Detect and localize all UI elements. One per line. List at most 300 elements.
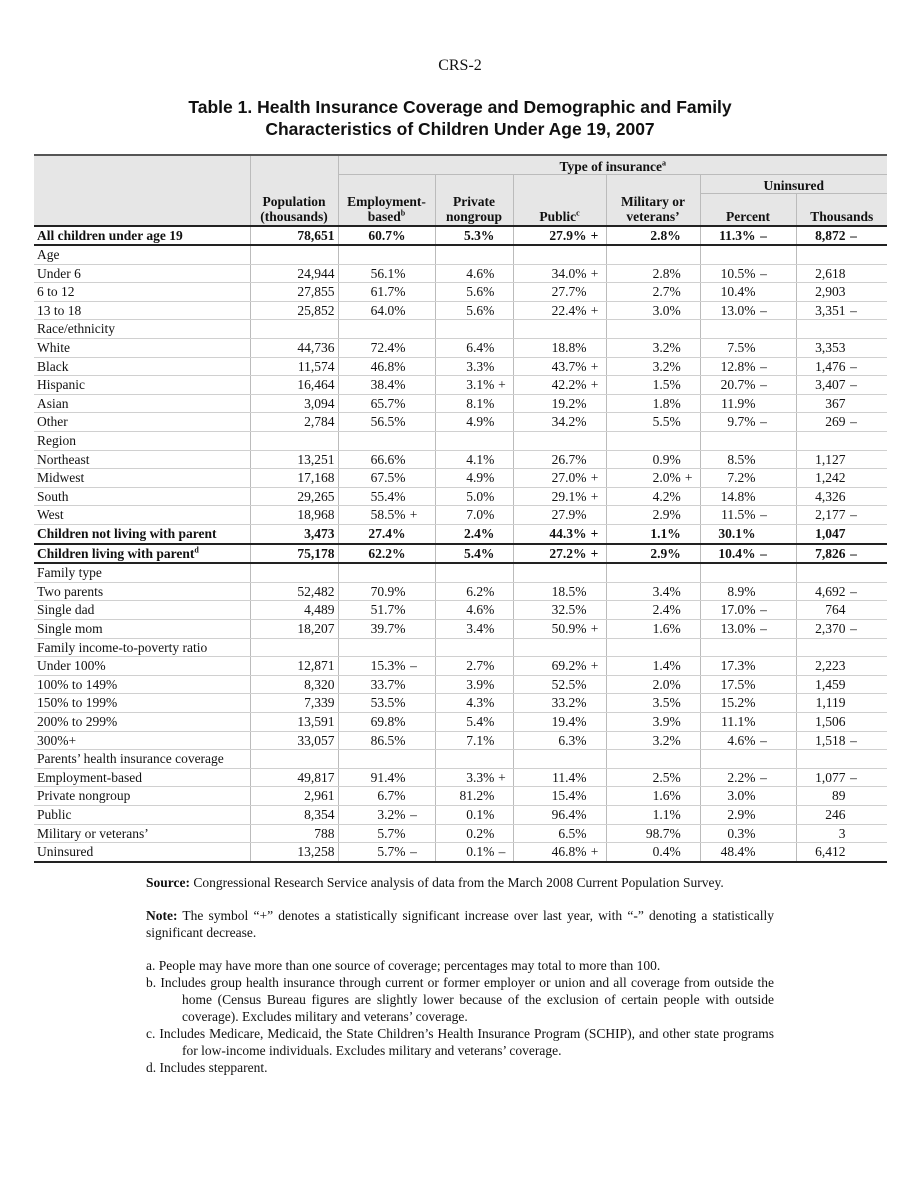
cell-th [796, 245, 887, 264]
value: 10.4% [720, 284, 756, 300]
value: 1,119 [815, 695, 846, 711]
significance-marker: + [590, 358, 599, 374]
significance-marker [846, 787, 862, 805]
table-body [34, 226, 887, 862]
cell-pct [700, 450, 796, 469]
cell-pub [513, 712, 606, 731]
value: 69.2% [551, 658, 587, 674]
value: 0.1% [466, 844, 495, 860]
value: 7.5% [727, 340, 756, 356]
value: 3.0% [727, 788, 756, 804]
row-label: Public [34, 805, 250, 824]
cell-pct [700, 582, 796, 601]
value: 2.7% [652, 284, 681, 300]
cell-emp [338, 394, 435, 413]
cell-th [796, 357, 887, 376]
cell-th [796, 750, 887, 769]
row-label: 200% to 299% [34, 712, 250, 731]
cell-priv [435, 525, 513, 544]
cell-emp [338, 694, 435, 713]
value: 13.0% [720, 620, 756, 636]
significance-marker [681, 302, 697, 320]
value: 2.8% [652, 265, 681, 281]
significance-marker [587, 583, 603, 601]
value: 6,412 [815, 844, 846, 860]
value: 2.5% [652, 769, 681, 785]
cell-pop [250, 432, 338, 451]
value: 18.8% [551, 340, 587, 356]
significance-marker: – [850, 769, 857, 785]
cell-pub [513, 638, 606, 657]
value: 11.9% [721, 395, 756, 411]
significance-marker [406, 676, 422, 694]
value: 15.3% [370, 658, 406, 674]
value: 2,177 [815, 507, 846, 523]
cell-pop: 13,251 [250, 450, 338, 469]
significance-marker [587, 787, 603, 805]
significance-marker [681, 583, 697, 601]
cell-emp [338, 264, 435, 283]
cell-mil [606, 563, 700, 582]
significance-marker [756, 694, 772, 712]
cell-pop: 78,651 [250, 226, 338, 246]
table-title [0, 96, 920, 140]
cell-priv [435, 376, 513, 395]
cell-th [796, 712, 887, 731]
table-row [34, 413, 887, 432]
cell-pub [513, 544, 606, 564]
significance-marker: – [498, 844, 506, 860]
cell-priv [435, 601, 513, 620]
row-label: Under 6 [34, 264, 250, 283]
header-uninsured: Uninsured [700, 175, 887, 194]
significance-marker: + [409, 507, 418, 523]
value: 2.0% [652, 676, 681, 692]
significance-marker [494, 620, 509, 638]
value: 34.2% [551, 414, 587, 430]
page-header: CRS-2 [438, 57, 482, 74]
value: 2,618 [815, 265, 846, 281]
row-label: Family income-to-poverty ratio [34, 638, 250, 657]
cell-priv [435, 563, 513, 582]
significance-marker [846, 676, 862, 694]
section-row [34, 432, 887, 451]
value: 7.0% [466, 507, 495, 523]
cell-pub [513, 413, 606, 432]
value: 4.3% [466, 695, 495, 711]
significance-marker: + [590, 620, 599, 636]
significance-marker [846, 525, 862, 543]
value: 11.1% [721, 713, 756, 729]
value: 32.5% [551, 602, 587, 618]
significance-marker: – [850, 583, 857, 599]
cell-mil [606, 469, 700, 488]
cell-th [796, 768, 887, 787]
cell-pub [513, 768, 606, 787]
significance-marker [846, 601, 862, 619]
significance-marker [406, 413, 422, 431]
cell-th [796, 320, 887, 339]
significance-marker [494, 713, 509, 731]
cell-th [796, 301, 887, 320]
cell-emp [338, 339, 435, 358]
value: 33.2% [551, 695, 587, 711]
value: 70.9% [370, 583, 406, 599]
significance-marker: + [498, 769, 506, 785]
value: 42.2% [551, 377, 587, 393]
cell-pct [700, 525, 796, 544]
significance-marker [846, 806, 862, 824]
significance-marker [756, 583, 772, 601]
cell-th [796, 487, 887, 506]
significance-marker: – [760, 265, 767, 281]
value: 1,476 [815, 358, 846, 374]
cell-mil [606, 450, 700, 469]
value: 3,353 [815, 340, 846, 356]
cell-emp [338, 768, 435, 787]
significance-marker [406, 451, 422, 469]
row-label: 13 to 18 [34, 301, 250, 320]
significance-marker [681, 451, 697, 469]
row-label: Single mom [34, 619, 250, 638]
table-row [34, 805, 887, 824]
significance-marker [406, 713, 422, 731]
cell-pub [513, 226, 606, 246]
significance-marker [494, 395, 509, 413]
value: 246 [825, 806, 846, 822]
value: 3.2% [652, 340, 681, 356]
significance-marker: – [760, 732, 767, 748]
cell-priv [435, 787, 513, 806]
value: 19.4% [551, 713, 587, 729]
significance-marker [406, 469, 422, 487]
value: 4,326 [815, 488, 846, 504]
cell-pct [700, 731, 796, 750]
row-label: White [34, 339, 250, 358]
row-label: Family type [34, 563, 250, 582]
value: 39.7% [370, 620, 406, 636]
significance-marker [406, 302, 422, 320]
cell-pop: 44,736 [250, 339, 338, 358]
cell-pub [513, 301, 606, 320]
significance-marker: – [850, 302, 857, 318]
value: 5.5% [652, 414, 681, 430]
significance-marker [681, 843, 697, 861]
significance-marker [587, 806, 603, 824]
significance-marker [587, 769, 603, 787]
significance-marker [406, 545, 422, 563]
value: 2,903 [815, 284, 846, 300]
cell-pop: 8,320 [250, 675, 338, 694]
cell-priv [435, 339, 513, 358]
significance-marker: – [410, 844, 417, 860]
row-label: 100% to 149% [34, 675, 250, 694]
value: 5.6% [466, 302, 495, 318]
value: 53.5% [370, 695, 406, 711]
cell-emp [338, 357, 435, 376]
value: 51.7% [370, 602, 406, 618]
value: 14.8% [720, 488, 756, 504]
notes [146, 874, 774, 1076]
cell-mil [606, 768, 700, 787]
significance-marker [494, 694, 509, 712]
value: 4.2% [652, 488, 681, 504]
value: 1.8% [652, 395, 681, 411]
row-label: Employment-based [34, 768, 250, 787]
table-row [34, 469, 887, 488]
cell-mil [606, 525, 700, 544]
value: 44.3% [549, 526, 587, 541]
value: 0.3% [727, 825, 756, 841]
cell-pub [513, 450, 606, 469]
cell-pop: 3,094 [250, 394, 338, 413]
cell-priv [435, 675, 513, 694]
cell-priv [435, 657, 513, 676]
significance-marker [587, 506, 603, 524]
cell-pct [700, 843, 796, 862]
row-label: Under 100% [34, 657, 250, 676]
cell-th [796, 824, 887, 843]
value: 269 [825, 414, 846, 430]
value: 1,518 [815, 732, 846, 748]
significance-marker [681, 488, 697, 506]
value: 52.5% [551, 676, 587, 692]
value: 61.7% [370, 284, 406, 300]
cell-th [796, 376, 887, 395]
cell-mil [606, 675, 700, 694]
header-blank [34, 155, 250, 175]
significance-marker [494, 413, 509, 431]
value: 10.4% [718, 545, 756, 561]
cell-emp [338, 487, 435, 506]
value: 4,692 [815, 583, 846, 599]
cell-pct [700, 694, 796, 713]
significance-marker [587, 676, 603, 694]
footnote-b: b. Includes group health insurance through current or former employer or union and all coverage from outside the home (Census Bureau figures are slightly lower because of the exclusion of certain people with outside coverage). Excludes military and veterans’ coverage. [146, 975, 774, 1024]
table-row [34, 582, 887, 601]
significance-marker: – [760, 227, 767, 243]
value: 5.4% [466, 713, 495, 729]
cell-th [796, 638, 887, 657]
cell-pop: 29,265 [250, 487, 338, 506]
cell-pop: 16,464 [250, 376, 338, 395]
cell-emp [338, 712, 435, 731]
cell-priv [435, 750, 513, 769]
significance-marker [756, 451, 772, 469]
significance-marker [494, 676, 509, 694]
significance-marker [587, 694, 603, 712]
cell-emp [338, 619, 435, 638]
value: 3.2% [377, 806, 406, 822]
value: 1,127 [815, 451, 846, 467]
significance-marker [587, 451, 603, 469]
cell-mil [606, 432, 700, 451]
cell-pop: 2,784 [250, 413, 338, 432]
significance-marker: – [760, 507, 767, 523]
value: 0.1% [466, 806, 495, 822]
significance-marker [681, 676, 697, 694]
cell-th [796, 432, 887, 451]
cell-pub [513, 731, 606, 750]
value: 3.5% [652, 695, 681, 711]
value: 98.7% [645, 825, 681, 841]
symbol-note: Note: The symbol “+” denotes a statistically significant increase over last year, with “-” denoting a statistically significant decrease. [146, 908, 775, 940]
cell-pub [513, 357, 606, 376]
significance-marker [681, 227, 697, 245]
significance-marker: + [590, 844, 599, 860]
cell-pct [700, 320, 796, 339]
table-row [34, 768, 887, 787]
significance-marker [587, 601, 603, 619]
cell-mil [606, 487, 700, 506]
value: 7.1% [466, 732, 495, 748]
cell-pct [700, 301, 796, 320]
value: 18.5% [551, 583, 587, 599]
cell-th [796, 450, 887, 469]
significance-marker [587, 395, 603, 413]
significance-marker: – [850, 545, 857, 561]
significance-marker [756, 339, 772, 357]
cell-pct [700, 357, 796, 376]
cell-mil [606, 843, 700, 862]
cell-pop: 12,871 [250, 657, 338, 676]
value: 29.1% [551, 488, 587, 504]
cell-pop [250, 638, 338, 657]
value: 6.2% [466, 583, 495, 599]
cell-mil [606, 787, 700, 806]
significance-marker [406, 620, 422, 638]
cell-th [796, 563, 887, 582]
cell-pub [513, 525, 606, 544]
significance-marker: + [590, 545, 599, 561]
value: 7.2% [727, 470, 756, 486]
cell-pub [513, 619, 606, 638]
significance-marker [756, 283, 772, 301]
cell-pop: 7,339 [250, 694, 338, 713]
cell-pub [513, 657, 606, 676]
significance-marker [406, 525, 422, 543]
significance-marker: + [590, 377, 599, 393]
cell-pct [700, 712, 796, 731]
significance-marker [846, 488, 862, 506]
cell-priv [435, 544, 513, 564]
insurance-table [34, 154, 887, 863]
row-label: Hispanic [34, 376, 250, 395]
cell-emp [338, 675, 435, 694]
cell-pop: 13,258 [250, 843, 338, 862]
value: 11.3% [719, 227, 756, 243]
row-label: Race/ethnicity [34, 320, 250, 339]
significance-marker [587, 283, 603, 301]
cell-pub [513, 394, 606, 413]
significance-marker [494, 525, 509, 543]
value: 3.3% [466, 358, 495, 374]
significance-marker [681, 713, 697, 731]
table-row [34, 712, 887, 731]
row-label: Region [34, 432, 250, 451]
value: 19.2% [551, 395, 587, 411]
cell-mil [606, 339, 700, 358]
cell-pop: 788 [250, 824, 338, 843]
significance-marker: – [760, 769, 767, 785]
table-row [34, 357, 887, 376]
cell-pct [700, 544, 796, 564]
table-row [34, 283, 887, 302]
table-row [34, 787, 887, 806]
header-private: Private nongroup [435, 194, 513, 226]
cell-emp [338, 582, 435, 601]
value: 1,506 [815, 713, 846, 729]
value: 27.4% [368, 526, 406, 541]
cell-pct [700, 264, 796, 283]
cell-emp [338, 750, 435, 769]
value: 3.0% [652, 302, 681, 318]
value: 4.9% [466, 470, 495, 486]
significance-marker: – [760, 620, 767, 636]
cell-pop: 2,961 [250, 787, 338, 806]
value: 2.9% [727, 806, 756, 822]
significance-marker [756, 469, 772, 487]
significance-marker [494, 227, 509, 245]
significance-marker: + [590, 470, 599, 486]
value: 4.6% [466, 265, 495, 281]
significance-marker [494, 451, 509, 469]
cell-th [796, 544, 887, 564]
value: 1,242 [815, 470, 846, 486]
row-label: Two parents [34, 582, 250, 601]
row-label: South [34, 487, 250, 506]
value: 1.4% [652, 658, 681, 674]
cell-emp [338, 638, 435, 657]
value: 46.8% [370, 358, 406, 374]
cell-emp [338, 731, 435, 750]
cell-pop: 18,968 [250, 506, 338, 525]
significance-marker [756, 657, 772, 675]
cell-mil [606, 264, 700, 283]
significance-marker [756, 488, 772, 506]
cell-priv [435, 487, 513, 506]
cell-pop: 33,057 [250, 731, 338, 750]
significance-marker [494, 358, 509, 376]
significance-marker [681, 525, 697, 543]
value: 6.5% [558, 825, 587, 841]
value: 764 [825, 602, 846, 618]
cell-pub [513, 245, 606, 264]
significance-marker [681, 265, 697, 283]
cell-priv [435, 469, 513, 488]
cell-pop: 75,178 [250, 544, 338, 564]
significance-marker [406, 488, 422, 506]
significance-marker [681, 769, 697, 787]
cell-emp [338, 843, 435, 862]
significance-marker [681, 283, 697, 301]
cell-th [796, 675, 887, 694]
row-label: Northeast [34, 450, 250, 469]
cell-mil [606, 694, 700, 713]
cell-priv [435, 432, 513, 451]
significance-marker [494, 601, 509, 619]
value: 6.7% [377, 788, 406, 804]
value: 3 [838, 825, 846, 841]
significance-marker [406, 769, 422, 787]
table-row [34, 824, 887, 843]
table-row [34, 675, 887, 694]
cell-pub [513, 376, 606, 395]
significance-marker [756, 825, 772, 843]
cell-pub [513, 805, 606, 824]
cell-pct [700, 657, 796, 676]
cell-pop: 3,473 [250, 525, 338, 544]
